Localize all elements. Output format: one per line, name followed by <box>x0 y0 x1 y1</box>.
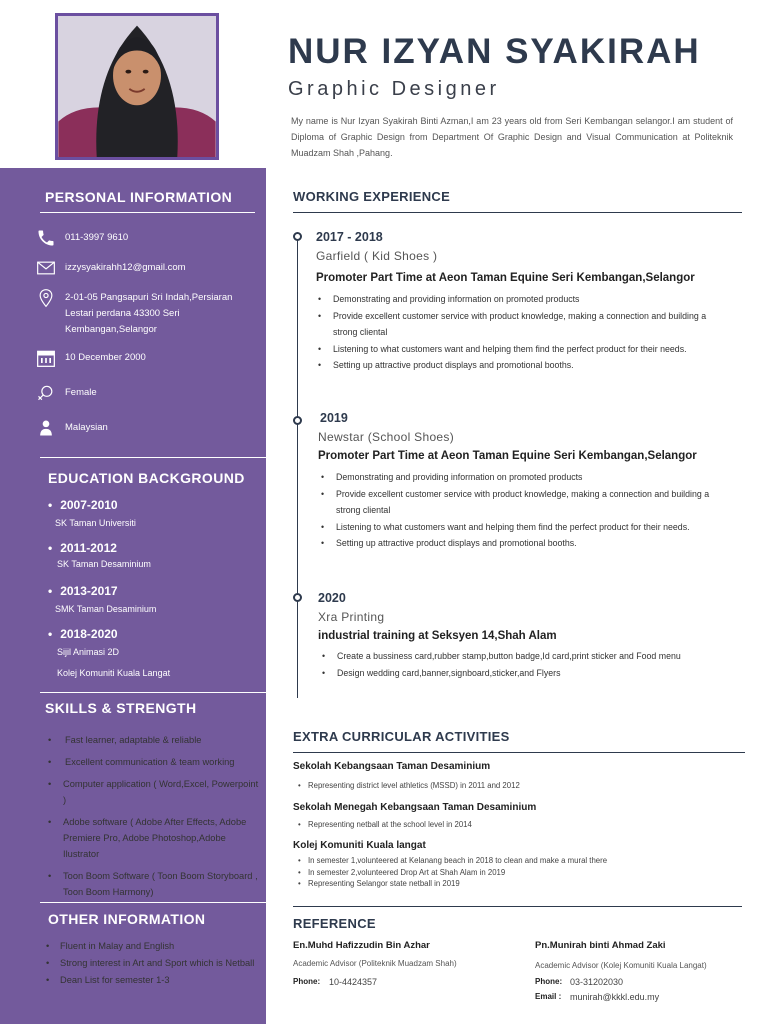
extra-list <box>298 855 738 890</box>
extra-list <box>298 780 738 792</box>
phone-text: 011-3997 9610 <box>65 232 129 243</box>
divider <box>40 457 266 458</box>
job-duty: • Demonstrating and providing information on promoted products <box>316 291 716 308</box>
job-company: Garfield ( Kid Shoes ) <box>316 249 438 263</box>
applicant-role: Graphic Designer <box>288 78 500 100</box>
skill-item: • Fast learner, adaptable & reliable <box>48 732 263 748</box>
job-duties <box>319 469 719 552</box>
job-year: 2020 <box>318 591 346 605</box>
divider <box>40 902 266 903</box>
profile-photo-illustration <box>58 16 216 157</box>
education-year: • 2007-2010 <box>48 498 118 512</box>
mail-icon <box>34 258 58 278</box>
job-duty: • Provide excellent customer service with product knowledge, making a connection and building a strong cliental <box>316 308 716 341</box>
extra-item: • Representing Selangor state netball in 2019 <box>298 878 738 890</box>
job-duty: • Setting up attractive product displays and promotional booths. <box>316 357 716 374</box>
address-text: 2-01-05 Pangsapuri Sri Indah,Persiaran Lestari perdana 43300 Seri Kembangan,Selangor <box>65 292 233 335</box>
job-duty: • Setting up attractive product displays and promotional booths. <box>319 535 719 552</box>
email-text: izzysyakirahh12@gmail.com <box>65 262 186 273</box>
timeline-dot <box>293 416 302 425</box>
divider <box>293 906 742 907</box>
divider <box>293 752 745 753</box>
work-heading: WORKING EXPERIENCE <box>293 189 451 204</box>
job-duty: • Create a bussiness card,rubber stamp,button badge,Id card,print sticker and Food menu <box>320 648 720 665</box>
skill-item: • Excellent communication & team working <box>48 754 263 770</box>
gender-text: Female <box>65 387 97 398</box>
job-duty: • Listening to what customers want and helping them find the perfect product for their needs. <box>319 519 719 536</box>
reference-phone-label: Phone: <box>293 977 321 986</box>
location-icon <box>34 288 58 308</box>
education-course: Sijil Animasi 2D <box>57 647 120 657</box>
profile-photo <box>55 13 219 160</box>
skill-item: • Toon Boom Software ( Toon Boom Storyboard , Toon Boom Harmony) <box>48 868 263 900</box>
divider <box>293 212 742 213</box>
education-school: Kolej Komuniti Kuala Langat <box>57 668 171 678</box>
nationality-row <box>34 418 254 438</box>
reference-name: En.Muhd Hafizzudin Bin Azhar <box>293 940 430 951</box>
timeline-line <box>297 236 298 698</box>
job-duty: • Provide excellent customer service with product knowledge, making a connection and building a strong cliental <box>319 486 719 519</box>
other-info-item: • Dean List for semester 1-3 <box>46 972 261 989</box>
timeline-dot <box>293 232 302 241</box>
address-row <box>34 288 249 338</box>
skills-heading: SKILLS & STRENGTH <box>45 700 197 716</box>
other-info-heading: OTHER INFORMATION <box>48 911 206 927</box>
extra-item: • Representing district level athletics (MSSD) in 2011 and 2012 <box>298 780 738 792</box>
gender-row <box>34 383 254 403</box>
other-info-item: • Strong interest in Art and Sport which is Netball <box>46 955 261 972</box>
other-info-item: • Fluent in Malay and English <box>46 938 261 955</box>
reference-phone: 10-4424357 <box>329 977 378 987</box>
education-school: SK Taman Universiti <box>55 518 136 528</box>
job-position: industrial training at Seksyen 14,Shah Alam <box>318 630 557 642</box>
education-year: • 2011-2012 <box>48 541 117 555</box>
extra-school: Sekolah Menegah Kebangsaan Taman Desaminium <box>293 802 537 813</box>
education-heading: EDUCATION BACKGROUND <box>48 470 245 486</box>
job-year: 2017 - 2018 <box>316 230 383 244</box>
extra-item: • In semester 1,volunteered at Kelanang beach in 2018 to clean and make a mural there <box>298 855 738 867</box>
divider <box>40 212 255 213</box>
phone-row <box>34 228 254 248</box>
job-duty: • Demonstrating and providing information on promoted products <box>319 469 719 486</box>
skills-list <box>48 732 263 906</box>
reference-role: Academic Advisor (Kolej Komuniti Kuala Langat) <box>535 961 707 970</box>
extra-item: • In semester 2,volunteered Drop Art at Shah Alam in 2019 <box>298 867 738 879</box>
skill-item: • Computer application ( Word,Excel, Powerpoint ) <box>48 776 263 808</box>
job-duties <box>316 291 716 374</box>
extra-list <box>298 819 738 831</box>
job-company: Newstar (School Shoes) <box>318 430 454 444</box>
education-school: SK Taman Desaminium <box>57 559 151 569</box>
personal-info-heading: PERSONAL INFORMATION <box>45 189 233 205</box>
birthday-row <box>34 348 254 368</box>
job-duty: • Listening to what customers want and helping them find the perfect product for their needs. <box>316 341 716 358</box>
reference-name: Pn.Munirah binti Ahmad Zaki <box>535 940 666 951</box>
email-row <box>34 258 254 278</box>
reference-phone: 03-31202030 <box>570 977 624 987</box>
education-year: • 2018-2020 <box>48 627 118 641</box>
reference-role: Academic Advisor (Politeknik Muadzam Shah) <box>293 959 457 968</box>
job-duty: • Design wedding card,banner,signboard,sticker,and Flyers <box>320 665 720 682</box>
applicant-name: NUR IZYAN SYAKIRAH <box>288 32 701 71</box>
applicant-bio: My name is Nur Izyan Syakirah Binti Azman,I am 23 years old from Seri Kembangan selangor.I am student of Diploma of Graphic Design from Department Of Graphic Design and Visual Communication at Politeknik Muadzam Shah ,Pahang. <box>291 116 733 158</box>
timeline-dot <box>293 593 302 602</box>
job-company: Xra Printing <box>318 610 385 624</box>
education-year: • 2013-2017 <box>48 584 118 598</box>
extra-item: • Representing netball at the school level in 2014 <box>298 819 738 831</box>
divider <box>40 692 266 693</box>
education-school: SMK Taman Desaminium <box>55 604 157 614</box>
job-year: 2019 <box>320 411 348 425</box>
reference-heading: REFERENCE <box>293 916 376 931</box>
other-info-list <box>46 938 261 989</box>
reference-email[interactable]: munirah@kkkl.edu.my <box>570 992 660 1002</box>
extra-school: Kolej Komuniti Kuala langat <box>293 840 426 851</box>
extra-heading: EXTRA CURRICULAR ACTIVITIES <box>293 729 510 744</box>
extra-school: Sekolah Kebangsaan Taman Desaminium <box>293 761 491 772</box>
birthday-text: 10 December 2000 <box>65 352 146 363</box>
gender-icon <box>34 383 58 403</box>
job-duties <box>320 648 720 681</box>
phone-icon <box>34 228 58 248</box>
reference-email-label: Email : <box>535 992 562 1001</box>
job-position: Promoter Part Time at Aeon Taman Equine Seri Kembangan,Selangor <box>316 272 695 284</box>
skill-item: • Adobe software ( Adobe After Effects, Adobe Premiere Pro, Adobe Photoshop,Adobe Ilustrator <box>48 814 263 862</box>
reference-phone-label: Phone: <box>535 977 563 986</box>
job-position: Promoter Part Time at Aeon Taman Equine Seri Kembangan,Selangor <box>318 450 697 462</box>
calendar-icon <box>34 348 58 368</box>
nationality-text: Malaysian <box>65 422 108 433</box>
person-icon <box>34 418 58 438</box>
